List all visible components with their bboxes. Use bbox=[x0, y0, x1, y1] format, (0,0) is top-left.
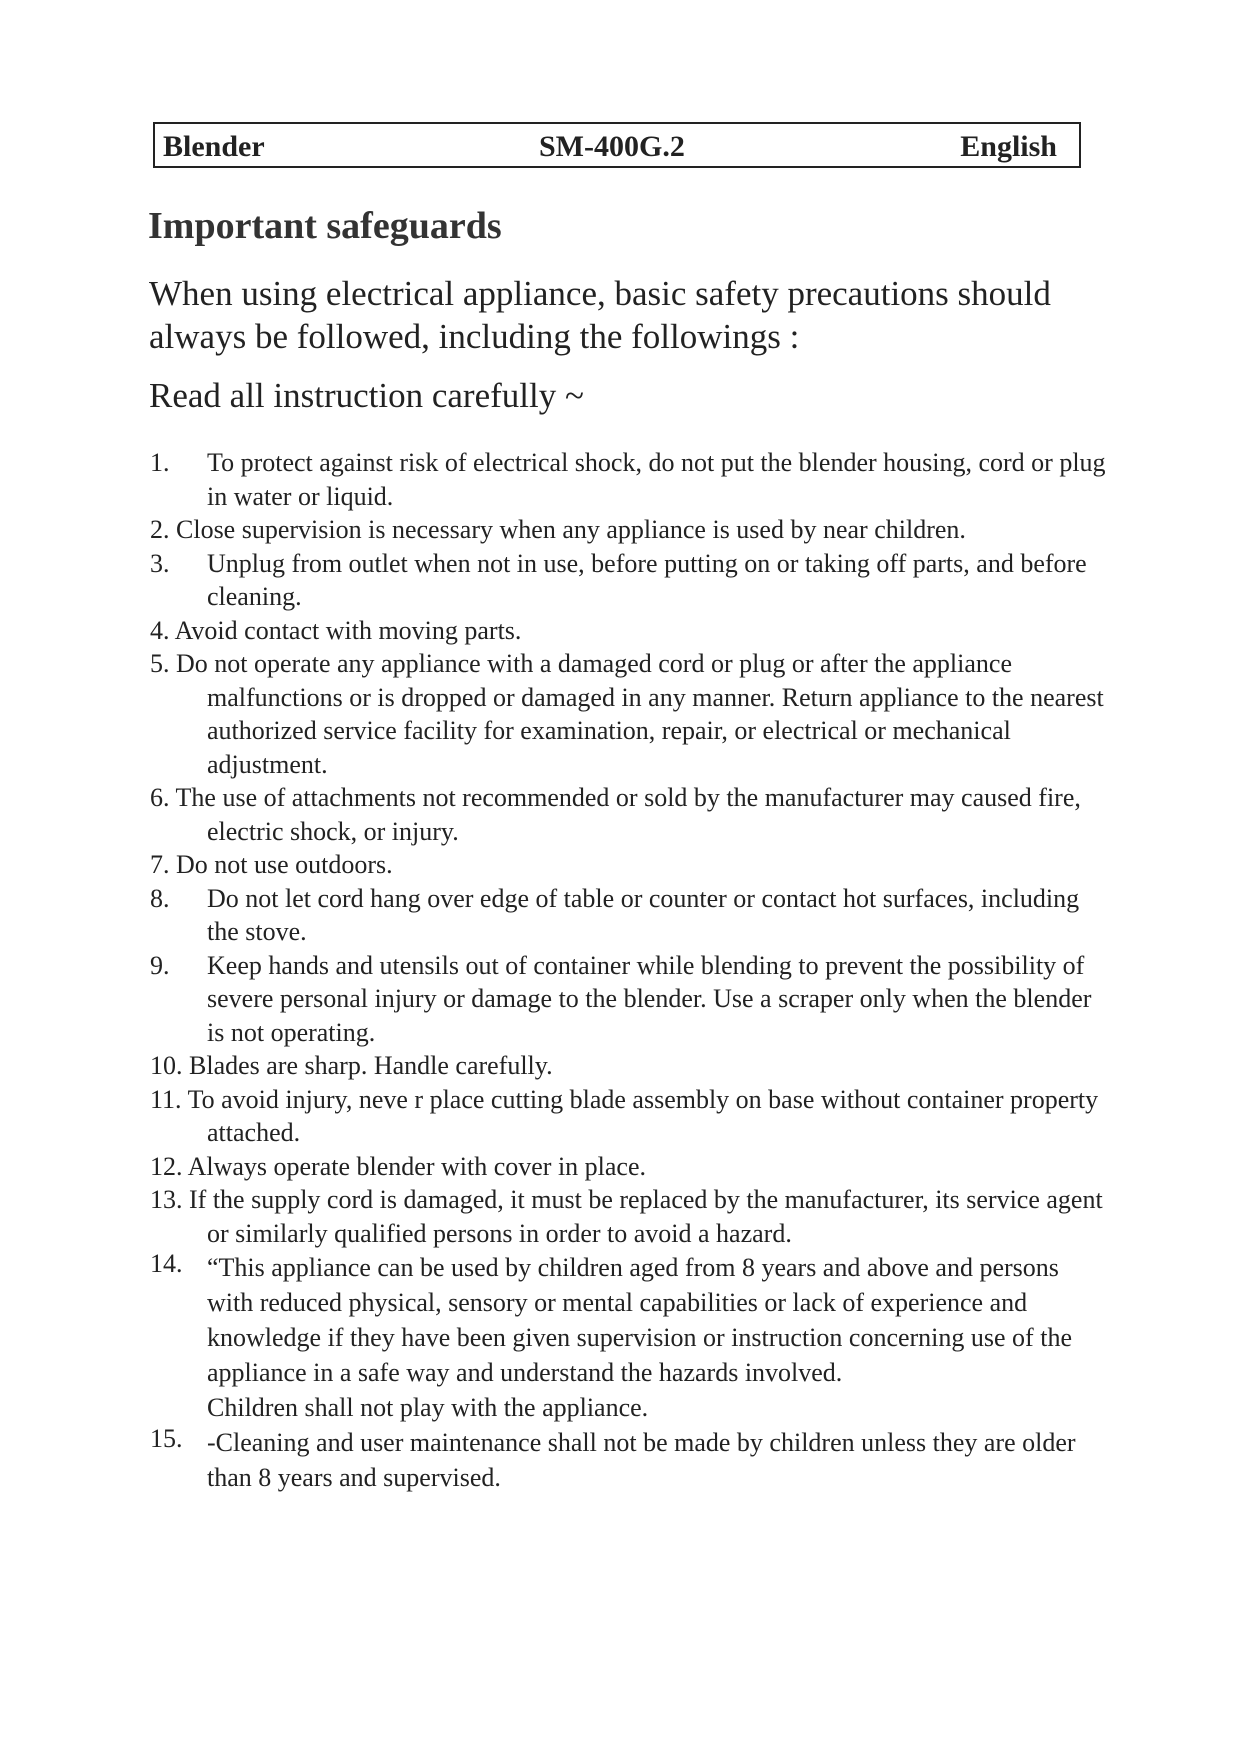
list-item bbox=[150, 1150, 1110, 1184]
list-item bbox=[150, 1083, 1110, 1150]
intro-paragraph: When using electrical appliance, basic safety precautions should always be followed, including the followings : bbox=[149, 274, 1051, 356]
item-number: 10. bbox=[150, 1051, 183, 1080]
read-instructions-line: Read all instruction carefully ~ bbox=[149, 376, 584, 415]
item-number: 6. bbox=[150, 783, 170, 812]
item-number: 7. bbox=[150, 850, 170, 879]
list-item bbox=[150, 1250, 1110, 1425]
list-item bbox=[150, 949, 1110, 1050]
item-text: Do not operate any appliance with a damaged cord or plug or after the appliance malfunctions or is dropped or damaged in any manner. Return appliance to the nearest authorized service facility for examination, repair, or electrical or mechanical adjustment. bbox=[176, 649, 1104, 779]
list-item bbox=[150, 446, 1110, 513]
item-number: 4. bbox=[150, 615, 170, 645]
item-text: Close supervision is necessary when any appliance is used by near children. bbox=[176, 515, 966, 544]
item-text: If the supply cord is damaged, it must be replaced by the manufacturer, its service agent or similarly qualified persons in order to avoid a hazard. bbox=[189, 1185, 1103, 1248]
item-text: Do not use outdoors. bbox=[176, 850, 393, 879]
item-number: 8. bbox=[150, 883, 170, 913]
item-number: 11. bbox=[150, 1084, 182, 1114]
item-number: 13. bbox=[150, 1185, 183, 1214]
list-item bbox=[150, 781, 1110, 848]
list-item bbox=[150, 647, 1110, 781]
item-text: Do not let cord hang over edge of table or counter or contact hot surfaces, including the stove. bbox=[207, 883, 1080, 946]
list-item bbox=[150, 547, 1110, 614]
item-number: 15. bbox=[150, 1424, 183, 1453]
list-item bbox=[150, 882, 1110, 949]
item-text: To avoid injury, neve r place cutting blade assembly on base without container property attached. bbox=[187, 1084, 1099, 1147]
item-number: 3. bbox=[150, 548, 170, 578]
item-text: “This appliance can be used by children aged from 8 years and above and persons with reduced physical, sensory or mental capabilities or lack of experience and knowledge if they have been given supervision or instruction concerning use of the appliance in a safe way and understand the hazards involved. bbox=[207, 1253, 1072, 1387]
item-number: 12. bbox=[150, 1151, 183, 1181]
header-product: Blender bbox=[163, 130, 265, 163]
item-text: Unplug from outlet when not in use, before putting on or taking off parts, and before cleaning. bbox=[207, 548, 1087, 611]
list-item bbox=[150, 513, 1110, 547]
item-number: 14. bbox=[150, 1249, 183, 1278]
item-number: 9. bbox=[150, 950, 170, 980]
item-text: To protect against risk of electrical shock, do not put the blender housing, cord or plug in water or liquid. bbox=[207, 448, 1106, 511]
item-text: The use of attachments not recommended or sold by the manufacturer may caused fire, electric shock, or injury. bbox=[175, 783, 1081, 846]
item-text: Blades are sharp. Handle carefully. bbox=[189, 1051, 553, 1080]
item-text: Avoid contact with moving parts. bbox=[174, 615, 522, 645]
item-text: Keep hands and utensils out of container while blending to prevent the possibility of severe personal injury or damage to the blender. Use a scraper only when the blender is not operating. bbox=[207, 950, 1092, 1047]
item-text: Always operate blender with cover in place. bbox=[187, 1151, 647, 1181]
list-item bbox=[150, 1425, 1110, 1495]
item-text-continued: Children shall not play with the appliance. bbox=[207, 1393, 649, 1422]
header-box bbox=[153, 122, 1081, 168]
page-title: Important safeguards bbox=[148, 205, 502, 247]
item-number: 2. bbox=[150, 515, 170, 544]
header-language: English bbox=[960, 130, 1057, 163]
list-item bbox=[150, 848, 1110, 882]
safeguards-list bbox=[150, 446, 1110, 1495]
list-item bbox=[150, 1049, 1110, 1083]
list-item bbox=[150, 614, 1110, 648]
item-number: 1. bbox=[150, 448, 170, 477]
list-item bbox=[150, 1183, 1110, 1250]
item-number: 5. bbox=[150, 649, 170, 678]
header-model: SM-400G.2 bbox=[539, 130, 685, 163]
item-text: -Cleaning and user maintenance shall not be made by children unless they are older than 8 years and supervised. bbox=[207, 1428, 1076, 1492]
